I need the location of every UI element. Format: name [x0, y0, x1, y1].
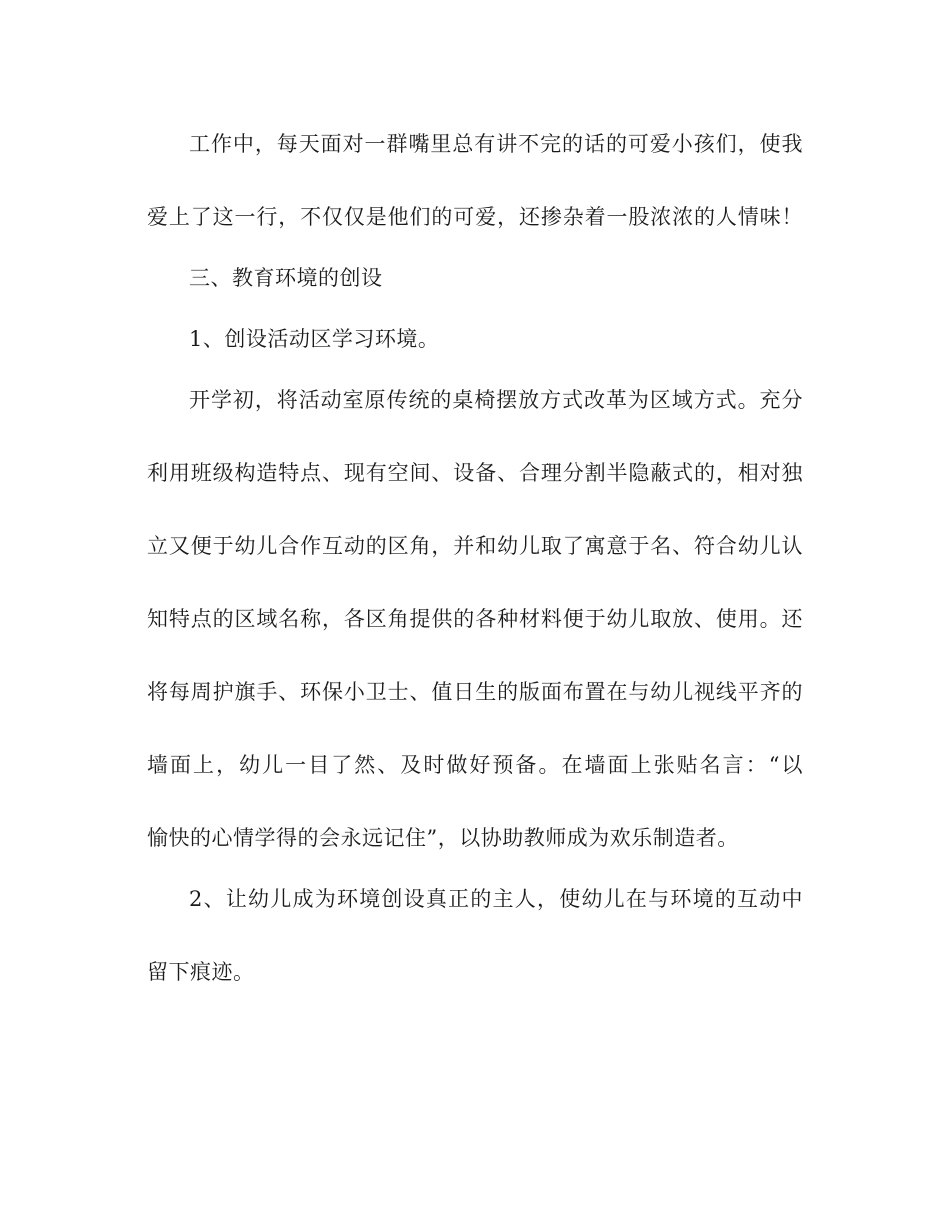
- paragraph-line: 立又便于幼儿合作互动的区角，并和幼儿取了寓意于名、符合幼儿认: [147, 534, 803, 558]
- paragraph-line: 留下痕迹。: [147, 960, 255, 984]
- section-heading: 三、教育环境的创设: [189, 266, 383, 290]
- paragraph-line: 2、让幼儿成为环境创设真正的主人，使幼儿在与环境的互动中: [189, 887, 803, 911]
- paragraph-line: 知特点的区域名称，各区角提供的各种材料便于幼儿取放、使用。还: [147, 607, 803, 631]
- paragraph-line: 开学初，将活动室原传统的桌椅摆放方式改革为区域方式。充分: [189, 388, 803, 412]
- paragraph-line: 墙面上，幼儿一目了然、及时做好预备。在墙面上张贴名言：“以: [147, 753, 803, 777]
- paragraph-line: 爱上了这一行，不仅仅是他们的可爱，还掺杂着一股浓浓的人情味！: [147, 205, 803, 229]
- paragraph-line: 利用班级构造特点、现有空间、设备、合理分割半隐蔽式的，相对独: [147, 461, 803, 485]
- paragraph-line: 愉快的心情学得的会永远记住”，以协助教师成为欢乐制造者。: [147, 826, 739, 850]
- paragraph-line: 工作中，每天面对一群嘴里总有讲不完的话的可爱小孩们，使我: [189, 132, 803, 156]
- subsection-heading: 1、创设活动区学习环境。: [189, 327, 440, 351]
- paragraph-line: 将每周护旗手、环保小卫士、值日生的版面布置在与幼儿视线平齐的: [147, 680, 803, 704]
